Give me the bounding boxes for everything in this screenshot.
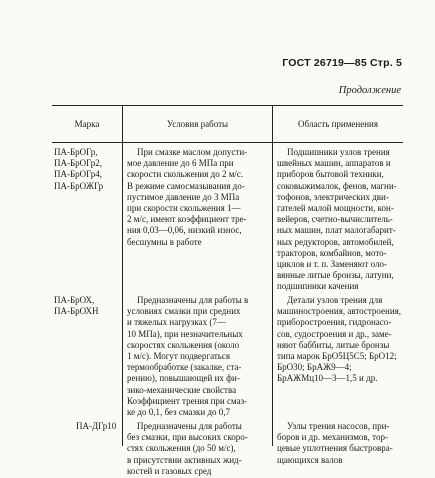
condition-line: без смазки, при высоких скоро- [127, 432, 248, 443]
header-divider [52, 142, 403, 143]
application-line: вейеров, счетно-вычислитель- [277, 214, 393, 225]
condition-line: ния 0,03—0,06, низкий износ, [127, 225, 242, 236]
condition-line: в присутствии активных жид- [127, 454, 242, 465]
table-row-conditions [127, 147, 269, 248]
table-row-mark [54, 147, 122, 192]
application-line: цевые уплотнения быстровра- [277, 443, 393, 454]
application-line: швейных машин, аппаратов и [277, 158, 391, 169]
application-line: соковыжималок, фенов, магни- [277, 180, 397, 191]
condition-line: пустимое давление до 3 МПа [127, 191, 240, 202]
condition-line: 1 м/с). Могут подвергаться [127, 351, 231, 362]
mark-line: ПА-БрОГр, [54, 147, 98, 157]
condition-line: зико-механические свойства [127, 384, 237, 395]
column-divider [122, 106, 123, 446]
condition-line: Коэффициент трения при смаз- [127, 395, 248, 406]
condition-line: рению), повышающей их фи- [127, 373, 240, 384]
column-header-conditions: Условия работы [166, 119, 229, 129]
mark-line: ПА-БрОГр4, [54, 169, 103, 180]
application-line: Подшипники узлов трения [287, 147, 390, 157]
application-line: тофонов, электрических дви- [277, 191, 389, 202]
table-row-mark [54, 295, 122, 317]
application-line: боров и др. механизмов, тор- [277, 432, 388, 443]
condition-line: костей и газовых сред [127, 465, 212, 476]
condition-line: скоростях скольжения (около [127, 339, 240, 350]
table-row-application [277, 147, 401, 293]
application-line: типа марок БрО5Ц5С5; БрО12; [277, 351, 397, 362]
mark-line: ПА-БрОЖГр [54, 180, 104, 191]
application-line: приборов бытовой техники, [277, 169, 384, 180]
application-line: циклов и т. п. Заменяют оло- [277, 259, 387, 270]
condition-line: При смазке маслом допусти- [137, 147, 248, 157]
mark-line: ПА-БрОГр2, [54, 158, 103, 169]
application-line: няют баббиты, литые бронзы [277, 339, 390, 350]
condition-line: при скорости скольжения 1— [127, 203, 241, 214]
condition-line: Предназначены для работы [137, 421, 242, 431]
condition-line: и тяжелых нагрузках (7— [127, 317, 226, 328]
application-line: щающихся валов [277, 454, 343, 465]
page-header: ГОСТ 26719—85 Стр. 5 [282, 57, 402, 69]
application-line: БрАЖМц10—3—1,5 и др. [277, 373, 378, 384]
mark-line: ПА-ДГр10 [76, 421, 117, 431]
application-line: подшипники качения [277, 281, 359, 292]
table-row-application [277, 295, 401, 385]
continuation-label: Продолжение [338, 85, 401, 96]
application-line: машиностроения, автостроения, [277, 306, 402, 317]
mark-line: ПА-БрОХН [54, 306, 99, 317]
application-line: гателей малой мощности, кон- [277, 203, 394, 214]
column-header-application: Область применения [297, 119, 379, 129]
condition-line: скорости скольжения до 2 м/с. [127, 169, 244, 180]
condition-line: Предназначены для работы в [137, 295, 249, 305]
application-line: сов, судостроения и др., заме- [277, 328, 392, 339]
column-divider [272, 106, 273, 446]
application-line: вянные литые бронзы, латуни, [277, 270, 394, 281]
application-line: ных машин, плат малогабарит- [277, 225, 396, 236]
application-line: приборостроения, гидронасо- [277, 317, 392, 328]
condition-line: бесшумны в работе [127, 236, 202, 247]
condition-line: 10 МПа), при незначительных [127, 328, 243, 339]
condition-line: условиях смазки при средних [127, 306, 241, 317]
application-line: БрО30; БрАЖ9—4; [277, 362, 352, 373]
data-table [52, 105, 403, 476]
condition-line: 2 м/с, имеют коэффициент тре- [127, 214, 247, 225]
mark-line: ПА-БрОХ, [54, 295, 95, 305]
condition-line: ке до 0,1, без смазки до 0,7 [127, 407, 231, 418]
table-row-conditions [127, 295, 269, 418]
condition-line: мое давление до 6 МПа при [127, 158, 234, 169]
application-line: тракторов, комбайнов, мото- [277, 247, 387, 258]
condition-line: стях скольжения (до 50 м/с), [127, 443, 236, 454]
application-line: Узлы трения насосов, при- [287, 421, 390, 431]
table-row-conditions [127, 421, 269, 477]
application-line: Детали узлов трения для [287, 295, 383, 305]
column-header-mark: Марка [74, 119, 100, 129]
condition-line: термообработке (закалке, ста- [127, 362, 242, 373]
application-line: ных редукторов, автомобилей, [277, 236, 394, 247]
condition-line: В режиме самосмазывания до- [127, 180, 245, 191]
table-row-application [277, 421, 401, 466]
